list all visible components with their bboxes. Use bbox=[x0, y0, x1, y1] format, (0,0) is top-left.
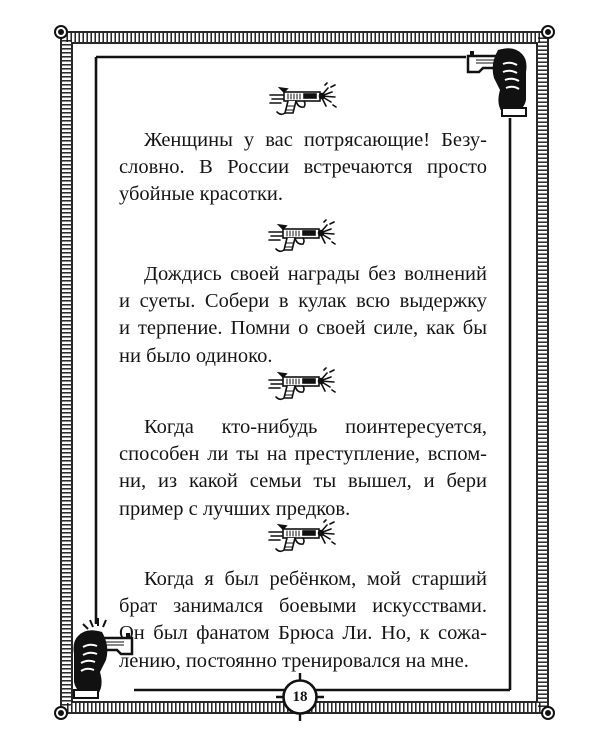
text-line: ни, из какой семьи ты вышел, и бери bbox=[119, 470, 487, 493]
text-line: брат занимался боевыми искусствами. bbox=[119, 595, 487, 618]
text-line: и суеты. Собери в кулак всю выдержку bbox=[119, 290, 487, 313]
paragraph-2 bbox=[119, 261, 487, 370]
text-line: ни было одиноко. bbox=[119, 344, 273, 367]
paragraph-4 bbox=[119, 566, 487, 675]
text-line: Он был фанатом Брюса Ли. Но, к сожа- bbox=[119, 622, 487, 645]
text-line: словно. В России встречаются просто bbox=[119, 156, 487, 179]
text-line: Когда я был ребёнком, мой старший bbox=[144, 568, 487, 590]
paragraph-3 bbox=[119, 414, 487, 523]
text-line: Женщины у вас потрясающие! Безу- bbox=[144, 129, 487, 151]
page-number: 18 bbox=[292, 689, 308, 705]
text-line: способен ли ты на преступление, вспом- bbox=[119, 443, 487, 466]
text-line: пример с лучших предков. bbox=[119, 497, 351, 520]
text-line: Дождись своей награды без волнений bbox=[144, 263, 487, 285]
pistol-divider-icon bbox=[267, 219, 337, 255]
pistol-divider-icon bbox=[267, 367, 337, 403]
pistol-divider-icon bbox=[268, 82, 338, 118]
text-line: Когда кто-нибудь поинтересуется, bbox=[144, 416, 487, 438]
pistol-divider-icon bbox=[267, 519, 337, 555]
hand-with-pistol-icon bbox=[462, 42, 532, 118]
text-line: лению, постоянно тренировался на мне. bbox=[119, 649, 469, 672]
text-line: и терпение. Помни о своей силе, как бы bbox=[119, 317, 487, 340]
text-line: убойные красотки. bbox=[119, 183, 283, 206]
paragraph-1 bbox=[119, 127, 487, 209]
